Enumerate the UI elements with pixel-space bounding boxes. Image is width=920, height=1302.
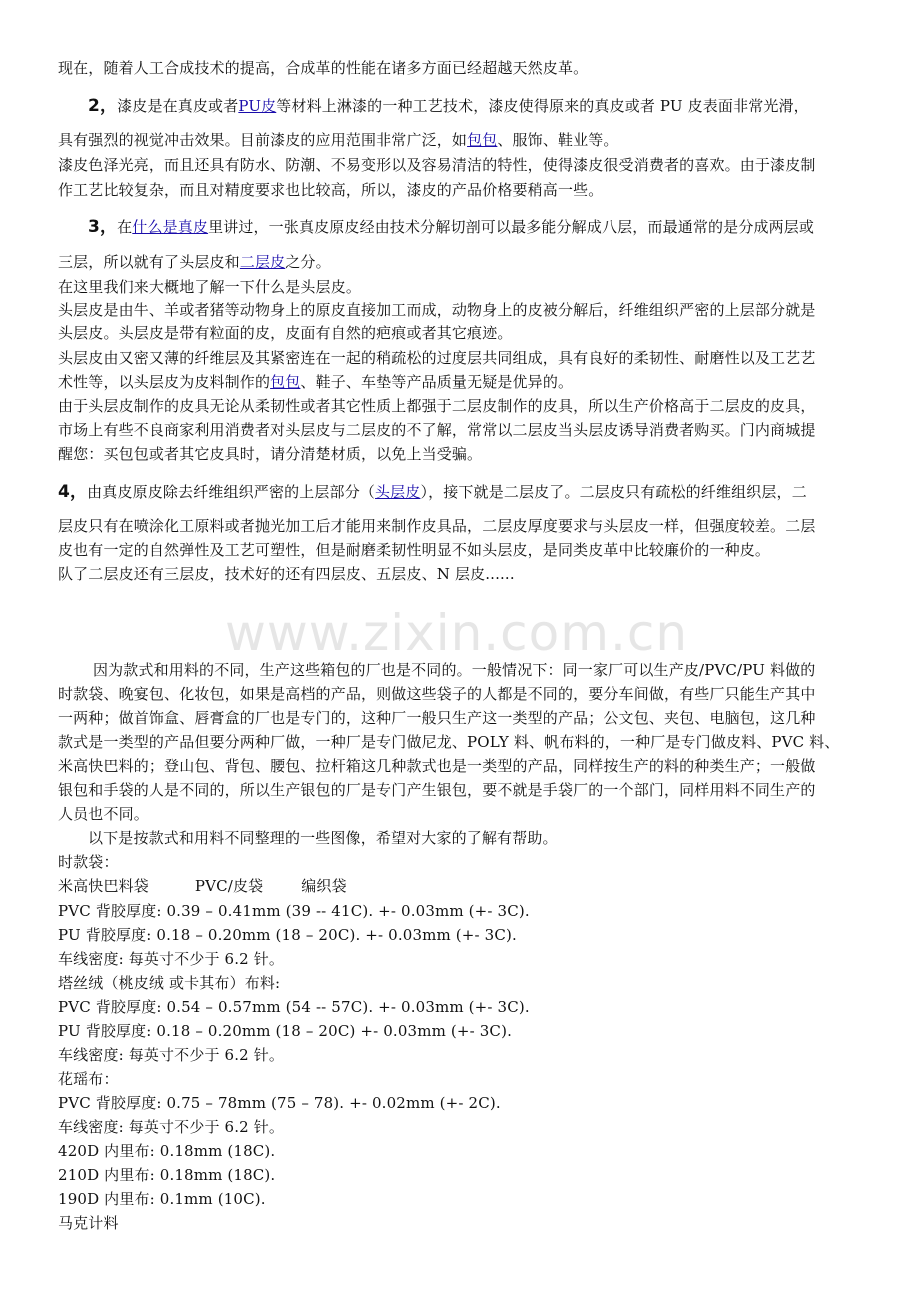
paragraph-line xyxy=(58,482,807,502)
spec-line: 车线密度: 每英寸不少于 6.2 针。 xyxy=(58,1118,285,1136)
spec-line: PVC 背胶厚度: 0.39 – 0.41mm (39 -- 41C). +- 0.03mm (+- 3C). xyxy=(58,902,530,920)
spec-line: 车线密度: 每英寸不少于 6.2 针。 xyxy=(58,950,285,968)
paragraph-line: 一两种；做首饰盒、唇膏盒的厂也是专门的，这种厂一般只生产这一类型的产品；公文包、夹包、电脑包，这几种 xyxy=(58,709,816,727)
text-run: 漆皮是在真皮或者 xyxy=(117,97,239,115)
bag-type: 编织袋 xyxy=(301,877,347,895)
bag-type: PVC/皮袋 xyxy=(194,877,264,895)
spec-line: PU 背胶厚度: 0.18 – 0.20mm (18 – 20C) +- 0.03mm (+- 3C). xyxy=(58,1022,512,1040)
paragraph-line: 头层皮。头层皮是带有粒面的皮，皮面有自然的疤痕或者其它痕迹。 xyxy=(58,324,513,342)
paragraph-line: 皮也有一定的自然弹性及工艺可塑性，但是耐磨柔韧性明显不如头层皮，是同类皮革中比较廉价的一种皮。 xyxy=(58,541,771,559)
link-second-layer-leather[interactable]: 二层皮 xyxy=(239,253,286,271)
spec-heading: 花瑶布： xyxy=(58,1070,119,1088)
paragraph-line: 醒您：买包包或者其它皮具时，请分清楚材质，以免上当受骗。 xyxy=(58,445,483,463)
section-number: 2， xyxy=(88,96,118,116)
text-run: 在 xyxy=(117,218,133,236)
spec-line: PVC 背胶厚度: 0.75 – 78mm (75 – 78). +- 0.02mm (+- 2C). xyxy=(58,1094,501,1112)
text-run: ），接下就是二层皮了。二层皮只有疏松的纤维组织层，二 xyxy=(420,483,807,501)
paragraph-line: 时款袋、晚宴包、化妆包，如果是高档的产品，则做这些袋子的人都是不同的，要分车间做，有些厂只能生产其中 xyxy=(58,685,816,703)
spec-line: 190D 内里布: 0.1mm (10C). xyxy=(58,1190,266,1208)
paragraph-line xyxy=(88,96,809,116)
paragraph-line: 市场上有些不良商家利用消费者对头层皮与二层皮的不了解，常常以二层皮当头层皮诱导消费者购买。门内商城提 xyxy=(58,421,816,439)
spec-line: 车线密度: 每英寸不少于 6.2 针。 xyxy=(58,1046,285,1064)
text-run: 、鞋子、车垫等产品质量无疑是优异的。 xyxy=(300,373,574,391)
paragraph-line: 以下是按款式和用料不同整理的一些图像，希望对大家的了解有帮助。 xyxy=(88,829,558,847)
link-bag[interactable]: 包包 xyxy=(467,131,498,149)
paragraph-line xyxy=(58,372,573,392)
paragraph-line xyxy=(58,252,331,272)
paragraph-line: 头层皮是由牛、羊或者猪等动物身上的原皮直接加工而成，动物身上的皮被分解后，纤维组织严密的上层部分就是 xyxy=(58,301,816,319)
paragraph-line: 层皮只有在喷涂化工原料或者抛光加工后才能用来制作皮具品，二层皮厚度要求与头层皮一样，但强度较差。二层 xyxy=(58,517,816,535)
text-run: 、服饰、鞋业等。 xyxy=(497,131,619,149)
paragraph-line xyxy=(58,130,619,150)
spec-heading: 时款袋： xyxy=(58,853,119,871)
paragraph-line: 头层皮由又密又薄的纤维层及其紧密连在一起的稍疏松的过度层共同组成，具有良好的柔韧性、耐磨性以及工艺艺 xyxy=(58,349,816,367)
paragraph-line: 作工艺比较复杂，而且对精度要求也比较高，所以，漆皮的产品价格要稍高一些。 xyxy=(58,181,604,199)
bag-type: 米高快巴料袋 xyxy=(58,877,149,895)
paragraph-line: 款式是一类型的产品但要分两种厂做，一种厂是专门做尼龙、POLY 料、帆布料的，一种厂是专门做皮料、PVC 料、 xyxy=(58,733,840,751)
paragraph-line: 米高快巴料的；登山包、背包、腰包、拉杆箱这几种款式也是一类型的产品，同样按生产的料的种类生产；一般做 xyxy=(58,757,816,775)
spec-heading: 马克计料 xyxy=(58,1214,119,1232)
text-run: 里讲过，一张真皮原皮经由技术分解切剖可以最多能分解成八层，而最通常的是分成两层或 xyxy=(208,218,815,236)
link-bag[interactable]: 包包 xyxy=(270,373,301,391)
section-number: 4， xyxy=(58,482,88,502)
spec-line: 210D 内里布: 0.18mm (18C). xyxy=(58,1166,276,1184)
spec-line: PU 背胶厚度: 0.18 – 0.20mm (18 – 20C). +- 0.03mm (+- 3C). xyxy=(58,926,517,944)
text-run: 等材料上淋漆的一种工艺技术，漆皮使得原来的真皮或者 PU 皮表面非常光滑， xyxy=(276,97,809,115)
bag-types-row xyxy=(58,876,347,896)
paragraph-line: 人员也不同。 xyxy=(58,805,149,823)
paragraph-line: 银包和手袋的人是不同的，所以生产银包的厂是专门产生银包，要不就是手袋厂的一个部门，同样用料不同生产的 xyxy=(58,781,816,799)
link-pu-leather[interactable]: PU皮 xyxy=(238,97,277,115)
paragraph-line: 队了二层皮还有三层皮，技术好的还有四层皮、五层皮、N 层皮...... xyxy=(58,565,515,583)
link-what-is-leather[interactable]: 什么是真皮 xyxy=(132,218,209,236)
text-run: 之分。 xyxy=(285,253,331,271)
paragraph-line xyxy=(88,217,814,237)
text-run: 术性等，以头层皮为皮料制作的 xyxy=(58,373,271,391)
spec-line: 420D 内里布: 0.18mm (18C). xyxy=(58,1142,276,1160)
paragraph-line: 因为款式和用料的不同，生产这些箱包的厂也是不同的。一般情况下：同一家厂可以生产皮/PVC/PU 料做的 xyxy=(93,661,816,679)
section-number: 3， xyxy=(88,217,118,237)
watermark: www.zixin.com.cn xyxy=(225,604,689,662)
spec-heading: 塔丝绒（桃皮绒 或卡其布）布料: xyxy=(58,974,281,992)
text-run: 具有强烈的视觉冲击效果。目前漆皮的应用范围非常广泛，如 xyxy=(58,131,468,149)
text-run: 由真皮原皮除去纤维组织严密的上层部分（ xyxy=(87,483,375,501)
paragraph-line: 漆皮色泽光亮，而且还具有防水、防潮、不易变形以及容易清洁的特性，使得漆皮很受消费者的喜欢。由于漆皮制 xyxy=(58,156,816,174)
spec-line: PVC 背胶厚度: 0.54 – 0.57mm (54 -- 57C). +- 0.03mm (+- 3C). xyxy=(58,998,530,1016)
text-run: 三层，所以就有了头层皮和 xyxy=(58,253,240,271)
link-top-layer-leather[interactable]: 头层皮 xyxy=(375,483,421,501)
paragraph-line: 由于头层皮制作的皮具无论从柔韧性或者其它性质上都强于二层皮制作的皮具，所以生产价格高于二层皮的皮具， xyxy=(58,397,816,415)
paragraph-line: 现在，随着人工合成技术的提高，合成革的性能在诸多方面已经超越天然皮革。 xyxy=(58,59,589,77)
paragraph-line: 在这里我们来大概地了解一下什么是头层皮。 xyxy=(58,278,362,296)
